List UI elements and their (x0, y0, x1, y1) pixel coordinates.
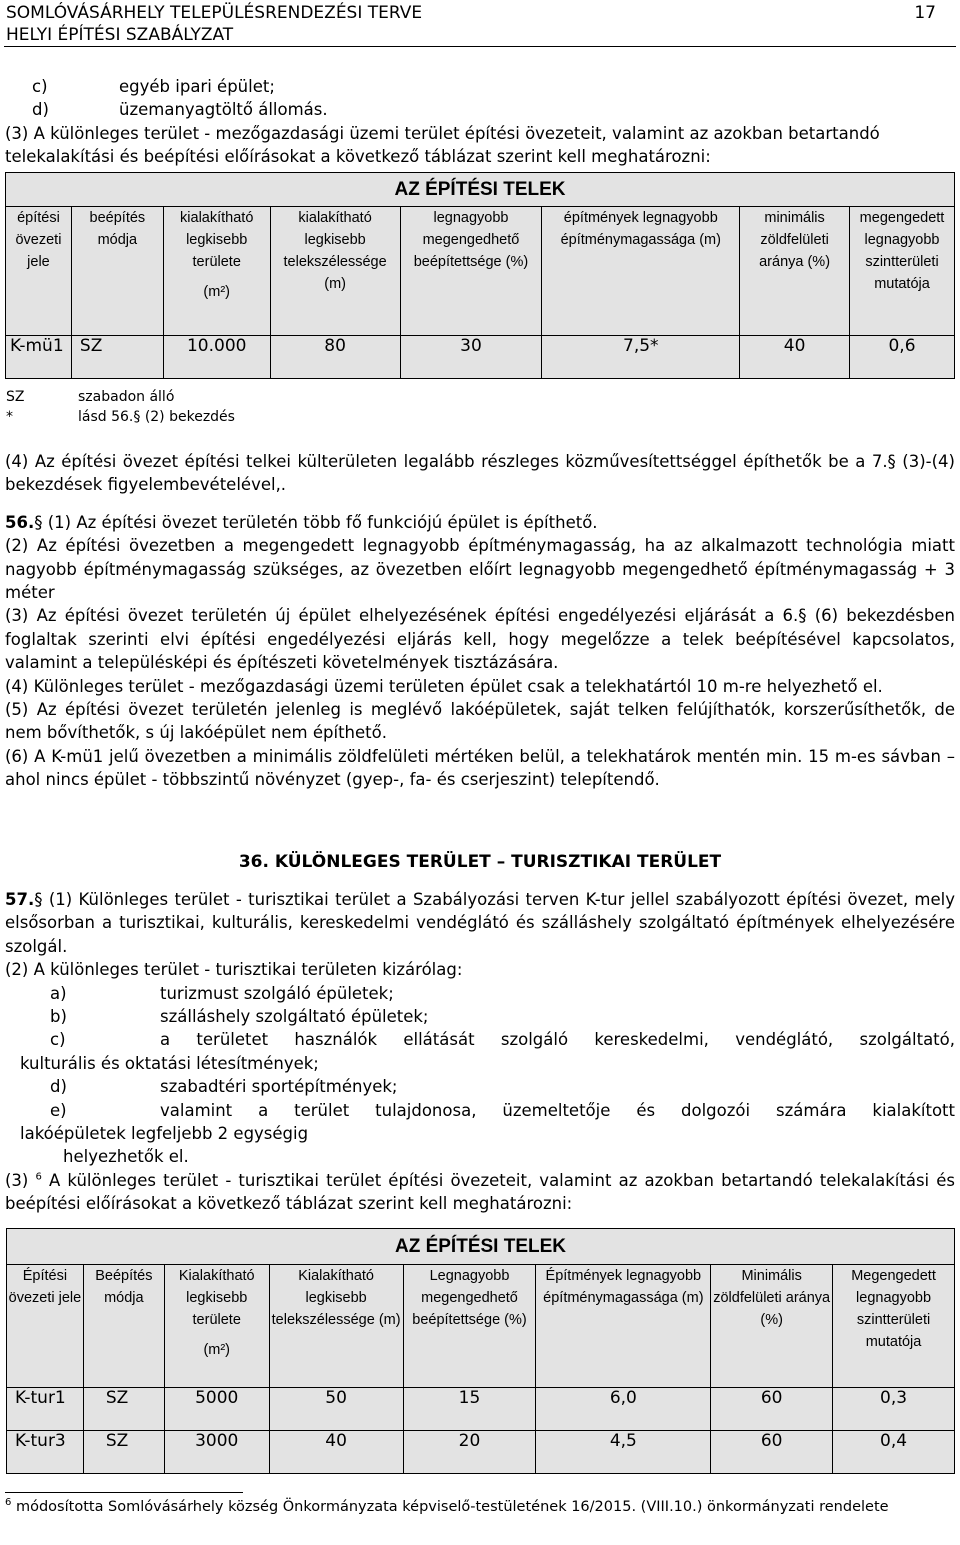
footnote: $^6$ módosította Somlóvásárhely község Önkormányzata képviselő-testületének 16/2015. (VIII.10.) önkormányzati rendelete (5, 1497, 889, 1515)
table-cell: K-mü1 (6, 336, 72, 379)
table-row (7, 1388, 955, 1431)
list-marker: d) (32, 100, 49, 120)
table-cell: 50 (269, 1388, 403, 1431)
document-subtitle: HELYI ÉPÍTÉSI SZABÁLYZAT (6, 25, 234, 45)
table-cell: 40 (740, 336, 850, 379)
column-header: Kialakítható legkisebb területe (m²) (164, 1265, 269, 1388)
table-cell: 20 (403, 1431, 536, 1474)
paragraph: (6) A K-mü1 jelű övezetben a minimális zöldfelületi mértéken belül, a telekhatárok mentén min. 15 m-es sávban – ahol nincs épület - többszintű növényzet (gyep-, fa- és cserjeszint) telepítendő. (5, 746, 955, 790)
paragraph: (5) Az építési övezet területén jelenleg is meglévő lakóépületek, saját telken felújíthatók, korszerűsíthetők, de nem bővíthetők, s új lakóépület nem építhető. (5, 700, 955, 743)
table-cell: 0,4 (833, 1431, 955, 1474)
paragraph: (2) A különleges terület - turisztikai területen kizárólag: (5, 960, 463, 980)
list-item (5, 98, 955, 121)
table-cell: 0,6 (850, 336, 955, 379)
section-57: 57.§ (1) Különleges terület - turisztikai terület a Szabályozási terven K-tur jellel szabályozott építési övezet, mely elsősorban a turisztikai, kulturális, kereskedelmi vendéglátó és szálláshely szolgáltató építmények elhelyezésére szolgál. (5, 890, 955, 956)
section-heading: 36. KÜLÖNLEGES TERÜLET – TURISZTIKAI TERÜLET (238, 852, 722, 872)
list-item: c) a területet használók ellátását szolgáló kereskedelmi, vendéglátó, szolgáltató, kulturális és oktatási létesítmények; (20, 1030, 955, 1073)
header-divider (4, 46, 956, 47)
table-cell: 6,0 (536, 1388, 711, 1431)
column-header: Megengedett legnagyobb szintterületi mutatója (833, 1265, 955, 1388)
table-cell: 0,3 (833, 1388, 955, 1431)
list-item: d) szabadtéri sportépítmények; (50, 1077, 398, 1097)
table-cell: 10.000 (163, 336, 270, 379)
table-cell: 40 (269, 1431, 403, 1474)
paragraph: (4) Különleges terület - mezőgazdasági üzemi területen épület csak a telekhatártól 10 m-re helyezhető el. (5, 676, 883, 696)
column-header: kialakítható legkisebb területe (m²) (163, 207, 270, 336)
document-title: SOMLÓVÁSÁRHELY TELEPÜLÉSRENDEZÉSI TERVE (6, 3, 423, 23)
building-plot-table (5, 172, 955, 379)
list-item (5, 75, 955, 98)
note-row: * lásd 56.§ (2) bekezdés (6, 409, 235, 425)
column-header: Építmények legnagyobb építménymagassága (m) (536, 1265, 711, 1388)
tourism-plot-table (6, 1228, 955, 1474)
list-item: e) valamint a terület tulajdonosa, üzemeltetője és dolgozói számára kialakított lakóépületek legfeljebb 2 egységig helyezhetők el. (20, 1100, 955, 1167)
footnote-divider (5, 1492, 243, 1493)
column-header: minimális zöldfelületi aránya (%) (740, 207, 850, 336)
column-header: kialakítható legkisebb telekszélessége (m) (270, 207, 400, 336)
list-marker: c) (32, 77, 48, 96)
table-cell: 5000 (164, 1388, 269, 1431)
table-cell: SZ (83, 1388, 164, 1431)
table-cell: 15 (403, 1388, 536, 1431)
section-56: 56.§ (1) Az építési övezet területén több fő funkciójú épület is építhető. (5, 512, 598, 532)
column-header: építmények legnagyobb építménymagassága (m) (542, 207, 740, 336)
column-header: építési övezeti jele (6, 207, 72, 336)
page-number: 17 (914, 3, 936, 23)
note-row: SZ szabadon álló (6, 389, 175, 405)
table-cell: K-tur3 (7, 1431, 84, 1474)
column-header: Minimális zöldfelületi aránya (%) (711, 1265, 833, 1388)
column-header: Építési övezeti jele (7, 1265, 84, 1388)
table-title: AZ ÉPÍTÉSI TELEK (7, 1229, 955, 1265)
table-cell: 3000 (164, 1431, 269, 1474)
list-text: egyéb ipari épület; (119, 77, 275, 96)
table-notes (6, 387, 235, 427)
table-cell: 7,5* (542, 336, 740, 379)
column-header: beépítés módja (71, 207, 163, 336)
table-cell: 30 (400, 336, 542, 379)
table-cell: 60 (711, 1431, 833, 1474)
table-cell: 60 (711, 1388, 833, 1431)
table-cell: K-tur1 (7, 1388, 84, 1431)
paragraph: (4) Az építési övezet építési telkei külterületen legalább részleges közművesítettséggel építhetők be a 7.§ (3)-(4) bekezdések figyelembevételével,. (5, 452, 955, 495)
list-item: a) turizmust szolgáló épületek; (50, 983, 394, 1003)
table-title: AZ ÉPÍTÉSI TELEK (6, 173, 955, 207)
table-row (7, 1431, 955, 1474)
column-header: Kialakítható legkisebb telekszélessége (m) (269, 1265, 403, 1388)
column-header: Beépítés módja (83, 1265, 164, 1388)
table-cell: 80 (270, 336, 400, 379)
column-header: Legnagyobb megengedhető beépítettsége (%) (403, 1265, 536, 1388)
list-item: b) szálláshely szolgáltató épületek; (50, 1007, 429, 1027)
paragraph: (2) Az építési övezetben a megengedett legnagyobb építménymagasság, ha az alkalmazott technológia miatt nagyobb építménymagasság szükséges, az övezetben előírt legnagyobb megengedhető építménymagasság + 3 méter (5, 536, 955, 603)
paragraph: (3) A különleges terület - mezőgazdasági üzemi terület építési övezeteit, valamint az azokban betartandó telekalakítási és beépítési előírásokat a következő táblázat szerint kell meghatározni: (5, 123, 880, 167)
table-row (6, 336, 955, 379)
table-cell: 4,5 (536, 1431, 711, 1474)
paragraph: (3) $^6$ A különleges terület - turisztikai terület építési övezeteit, valamint az azokban betartandó telekalakítási és beépítési előírásokat a következő táblázat szerint kell meghatározni: (5, 1170, 955, 1214)
table-cell: SZ (71, 336, 163, 379)
column-header: megengedett legnagyobb szintterületi mutatója (850, 207, 955, 336)
intro-block (5, 75, 955, 169)
column-header: legnagyobb megengedhető beépítettsége (%) (400, 207, 542, 336)
paragraph: (3) Az építési övezet területén új épület elhelyezésének építési engedélyezési eljárását a 6.§ (6) bekezdésben foglaltak szerinti elvi építési engedélyezési eljárás kell, hogy megelőzze a telek beépítésével kapcsolatos, valamint a településképi és építészeti követelmények tisztázására. (5, 606, 955, 673)
list-text: üzemanyagtöltő állomás. (119, 100, 328, 120)
section-36-body (5, 888, 955, 1216)
paragraph-block (5, 450, 955, 792)
table-cell: SZ (83, 1431, 164, 1474)
